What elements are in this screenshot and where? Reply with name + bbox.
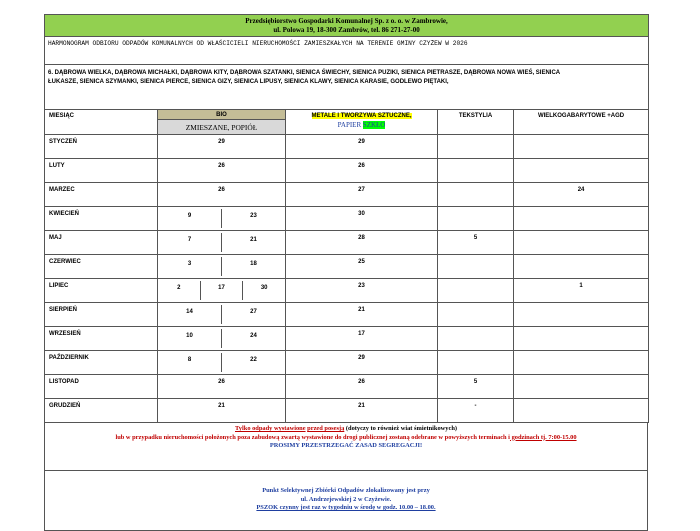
column-header-metal <box>286 110 438 135</box>
mixed-date: 10 <box>186 333 193 339</box>
month-cell: MARZEC <box>45 183 158 207</box>
table-row <box>45 327 649 351</box>
textile-date-cell <box>438 351 514 375</box>
note-line-2 <box>45 434 647 443</box>
mixed-date: 14 <box>186 309 193 315</box>
table-row <box>45 231 649 255</box>
bulky-date-cell <box>514 231 649 255</box>
notes-section <box>44 423 648 471</box>
note-line-2-hours: godzinach tj. 7:00-15.00 <box>509 433 577 441</box>
month-cell: KWIECIEŃ <box>45 207 158 231</box>
metal-date-cell: 29 <box>286 135 438 159</box>
table-row <box>45 303 649 327</box>
mixed-dates-cell <box>158 207 286 231</box>
mixed-dates-cell <box>158 351 286 375</box>
metal-date-cell: 21 <box>286 399 438 423</box>
mixed-dates-cell: 26 <box>158 375 286 399</box>
table-row <box>45 183 649 207</box>
mixed-date: 27 <box>221 305 285 324</box>
metal-date-cell: 21 <box>286 303 438 327</box>
mixed-dates-cell <box>158 327 286 351</box>
metal-date-cell: 26 <box>286 375 438 399</box>
bulky-date-cell <box>514 399 649 423</box>
month-cell: LIPIEC <box>45 279 158 303</box>
bulky-date-cell <box>514 351 649 375</box>
column-header-month: MIESIĄC <box>45 110 158 135</box>
bulky-date-cell <box>514 207 649 231</box>
metal-date-cell: 25 <box>286 255 438 279</box>
footer-line-1: Punkt Selektywnej Zbiórki Odpadów zlokalizowany jest przy <box>262 487 430 494</box>
textile-date-cell <box>438 183 514 207</box>
bulky-date-cell <box>514 375 649 399</box>
metal-date-cell: 28 <box>286 231 438 255</box>
mixed-dates-cell: 26 <box>158 183 286 207</box>
table-row <box>45 399 649 423</box>
area-list <box>45 65 649 110</box>
mixed-dates-cell: 29 <box>158 135 286 159</box>
textile-date-cell <box>438 327 514 351</box>
schedule-table <box>44 14 649 423</box>
metal-date-cell: 29 <box>286 351 438 375</box>
bulky-date-cell: 24 <box>514 183 649 207</box>
textile-date-cell: 5 <box>438 231 514 255</box>
company-name: Przedsiębiorstwo Gospodarki Komunalnej Sp. z o. o. w Zambrowie, <box>245 16 448 25</box>
paper-label: PAPIER <box>337 121 362 129</box>
month-cell: SIERPIEŃ <box>45 303 158 327</box>
textile-date-cell <box>438 255 514 279</box>
table-row <box>45 159 649 183</box>
footer-line-2: ul. Andrzejewskiej 2 w Czyżewie. <box>300 495 392 503</box>
mixed-date: 24 <box>221 329 285 348</box>
metal-date-cell: 30 <box>286 207 438 231</box>
note-line-3: PROSIMY PRZESTRZEGAĆ ZASAD SEGREGACJI! <box>269 442 423 450</box>
textile-date-cell <box>438 279 514 303</box>
table-row <box>45 207 649 231</box>
table-row <box>45 375 649 399</box>
area-line-2: ŁUKASZE, SIENICA SZYMANKI, SIENICA PIERCE, SIENICA GIZY, SIENICA LIPUSY, SIENICA KLAWY, SIENICA KARASIE, GODLEWO PIĘTAKI, <box>48 79 449 85</box>
area-line-1: 6. DĄBROWA WIELKA, DĄBROWA MICHAŁKI, DĄBROWA KITY, DĄBROWA SZATANKI, SIENICA ŚWIECHY, SIENICA PUZIKI, SIENICA PIETRASZE, DĄBROWA NOWA WIEŚ, SIENICA <box>48 70 561 76</box>
month-cell: GRUDZIEŃ <box>45 399 158 423</box>
bulky-date-cell <box>514 327 649 351</box>
column-header-mixed: ZMIESZANE, POPIÓŁ <box>158 120 286 135</box>
mixed-dates-cell: 21 <box>158 399 286 423</box>
month-cell: WRZESIEŃ <box>45 327 158 351</box>
table-row <box>45 255 649 279</box>
month-cell: CZERWIEC <box>45 255 158 279</box>
mixed-dates-cell <box>158 231 286 255</box>
table-row <box>45 135 649 159</box>
glass-label: SZKŁO <box>362 121 386 129</box>
textile-date-cell <box>438 207 514 231</box>
month-cell: LUTY <box>45 159 158 183</box>
textile-date-cell <box>438 159 514 183</box>
textile-date-cell: 5 <box>438 375 514 399</box>
metal-date-cell: 17 <box>286 327 438 351</box>
mixed-date: 30 <box>242 281 285 300</box>
mixed-date: 22 <box>221 353 285 372</box>
table-row <box>45 351 649 375</box>
mixed-date: 2 <box>177 285 181 291</box>
note-only-waste: Tylko odpady wystawione <box>235 425 306 432</box>
column-header-bio: BIO <box>158 110 286 120</box>
mixed-dates-cell <box>158 279 286 303</box>
bulky-date-cell <box>514 303 649 327</box>
note-incl-bins: (dotyczy to również wiat śmietnikowych) <box>345 425 457 432</box>
mixed-date: 3 <box>187 261 192 267</box>
column-header-bulky: WIELKOGABARYTOWE +AGD <box>514 110 649 135</box>
note-line-2-main: lub w przypadku nieruchomości położonych poza zabudową zwartą wystawione do drogi publicznej zostaną odebrane w powyższych terminach i <box>115 433 510 441</box>
metal-date-cell: 26 <box>286 159 438 183</box>
mixed-date: 8 <box>187 357 192 363</box>
note-line-1 <box>45 425 647 434</box>
mixed-date: 21 <box>221 233 285 252</box>
metal-date-cell: 23 <box>286 279 438 303</box>
bulky-date-cell <box>514 159 649 183</box>
mixed-date: 7 <box>187 237 192 243</box>
month-cell: PAŹDZIERNIK <box>45 351 158 375</box>
column-header-textile: TEKSTYLIA <box>438 110 514 135</box>
textile-date-cell: - <box>438 399 514 423</box>
mixed-date: 9 <box>187 213 192 219</box>
mixed-dates-cell <box>158 303 286 327</box>
mixed-date: 23 <box>221 209 285 228</box>
company-address: ul. Polowa 19, 18-300 Zambrów, tel. 86 271-27-00 <box>273 25 420 34</box>
schedule-document <box>44 14 648 531</box>
note-before-property: przed posesją <box>307 425 345 432</box>
bulky-date-cell <box>514 255 649 279</box>
mixed-dates-cell <box>158 255 286 279</box>
textile-date-cell <box>438 135 514 159</box>
metal-plastic-label: METALE I TWORZYWA SZTUCZNE, <box>311 113 412 119</box>
month-cell: STYCZEŃ <box>45 135 158 159</box>
month-cell: MAJ <box>45 231 158 255</box>
document-title: HARMONOGRAM ODBIORU ODPADÓW KOMUNALNYCH OD WŁAŚCICIELI NIERUCHOMOŚCI ZAMIESZKAŁYCH NA TERENIE GMINY CZYŻEW W 2026 <box>45 37 649 65</box>
mixed-dates-cell: 26 <box>158 159 286 183</box>
mixed-date: 18 <box>221 257 285 276</box>
mixed-date: 17 <box>200 281 243 300</box>
metal-date-cell: 27 <box>286 183 438 207</box>
bulky-date-cell: 1 <box>514 279 649 303</box>
textile-date-cell <box>438 303 514 327</box>
month-cell: LISTOPAD <box>45 375 158 399</box>
bulky-date-cell <box>514 135 649 159</box>
company-header <box>45 15 649 37</box>
table-row <box>45 279 649 303</box>
pszok-footer <box>44 471 648 531</box>
footer-line-3: PSZOK czynny jest raz w tygodniu w środę w godz. 10.00 – 18.00. <box>256 504 436 512</box>
